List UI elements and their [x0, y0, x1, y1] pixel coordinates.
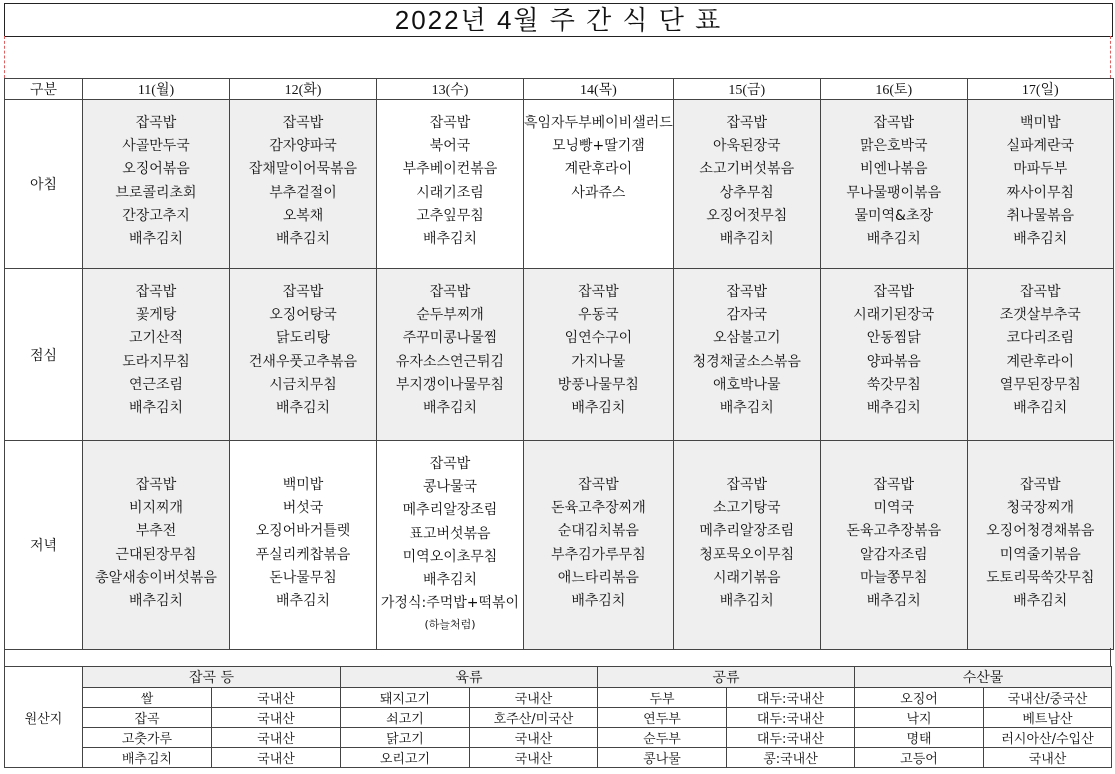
origin-country: 콩:국내산 — [727, 748, 855, 768]
menu-item: 배추김치 — [719, 399, 774, 416]
menu-item: 시래기된장국 — [853, 307, 935, 324]
menu-item: 배추김치 — [128, 399, 184, 416]
menu-item: 청국장찌개 — [1006, 500, 1075, 517]
menu-item: 실파계란국 — [1006, 138, 1075, 155]
menu-item: 애호박나물 — [712, 376, 781, 393]
menu-item: 잡곡밥 — [429, 115, 471, 131]
menu-cell — [377, 100, 524, 269]
menu-cell — [230, 269, 377, 441]
menu-item: 가지나물 — [571, 353, 626, 370]
menu-cell — [230, 441, 377, 650]
menu-cell — [673, 269, 820, 441]
menu-item: 오징어탕국 — [269, 307, 337, 324]
menu-item: 방풍나물무침 — [557, 376, 639, 393]
menu-item: (하늘처럼) — [424, 618, 476, 632]
menu-item: 잡곡밥 — [726, 477, 768, 493]
origin-item: 배추김치 — [83, 748, 212, 768]
menu-item: 배추김치 — [128, 230, 184, 247]
origin-label: 원산지 — [5, 667, 83, 768]
menu-cell — [83, 100, 230, 269]
menu-item: 오징어청경채볶음 — [986, 523, 1095, 540]
origin-country: 국내산 — [212, 728, 341, 748]
menu-item: 백미밥 — [1019, 115, 1061, 131]
meal-row — [5, 100, 1114, 269]
menu-item: 흑임자두부베이비샐러드 — [524, 115, 673, 131]
menu-cell — [820, 269, 967, 441]
menu-item: 잡곡밥 — [1019, 477, 1061, 493]
menu-item: 마파두부 — [1013, 161, 1068, 178]
origin-country: 국내산 — [212, 708, 341, 728]
origin-group-header: 공류 — [598, 667, 855, 688]
menu-item: 잡곡밥 — [1019, 284, 1061, 300]
day-header: 12(화) — [230, 79, 377, 100]
menu-item: 배추김치 — [275, 230, 331, 247]
menu-item: 부지갱이나물무침 — [395, 376, 505, 393]
day-header: 11(월) — [83, 79, 230, 100]
menu-item: 양파볶음 — [866, 353, 921, 370]
menu-item: 물미역&초장 — [854, 207, 934, 224]
menu-item: 배추김치 — [275, 399, 331, 416]
origin-item: 낙지 — [855, 708, 984, 728]
menu-item: 쑥갓무침 — [866, 376, 921, 393]
origin-group-row — [5, 667, 1112, 688]
menu-item: 도라지무침 — [122, 353, 190, 370]
day-header: 13(수) — [377, 79, 524, 100]
menu-item: 비지찌개 — [128, 500, 184, 517]
origin-country: 호주산/미국산 — [470, 708, 598, 728]
menu-item: 도토리묵쑥갓무침 — [986, 569, 1095, 586]
menu-item: 배추김치 — [866, 592, 921, 609]
menu-item: 부추베이컨볶음 — [402, 161, 498, 178]
menu-item: 콩나물국 — [422, 479, 478, 496]
meal-label: 아침 — [5, 100, 83, 269]
menu-item: 배추김치 — [1013, 399, 1068, 416]
menu-item: 오징어볶음 — [122, 161, 190, 178]
menu-cell — [83, 441, 230, 650]
menu-item: 부추김가루무침 — [551, 546, 646, 563]
menu-item: 우동국 — [578, 307, 619, 324]
origin-country: 대두:국내산 — [727, 728, 855, 748]
origin-item: 돼지고기 — [341, 688, 470, 708]
menu-item: 잡채말이어묵볶음 — [248, 161, 358, 178]
day-header-row — [5, 79, 1114, 100]
menu-item: 배추김치 — [128, 592, 184, 609]
day-header: 16(토) — [820, 79, 967, 100]
menu-cell — [673, 441, 820, 650]
menu-cell — [524, 269, 674, 441]
origin-country: 대두:국내산 — [727, 708, 855, 728]
menu-item: 돈육고추장찌개 — [551, 500, 646, 517]
origin-item: 고춧가루 — [83, 728, 212, 748]
menu-item: 애느타리볶음 — [557, 569, 639, 586]
meal-label: 점심 — [5, 269, 83, 441]
menu-item: 꽃게탕 — [135, 307, 177, 324]
origin-item: 연두부 — [598, 708, 727, 728]
origin-country: 베트남산 — [984, 708, 1112, 728]
meal-row — [5, 269, 1114, 441]
menu-cell — [83, 269, 230, 441]
menu-item: 근대된장무침 — [115, 546, 197, 563]
menu-item: 잡곡밥 — [429, 284, 471, 300]
menu-item: 사과쥬스 — [571, 184, 626, 201]
origin-item: 오징어 — [855, 688, 984, 708]
menu-item: 순두부찌개 — [416, 307, 484, 324]
menu-item: 건새우풋고추볶음 — [248, 353, 358, 370]
menu-item: 배추김치 — [571, 592, 626, 609]
origin-item: 닭고기 — [341, 728, 470, 748]
menu-item: 배추김치 — [719, 592, 774, 609]
meal-row — [5, 441, 1114, 650]
menu-cell — [967, 269, 1113, 441]
menu-item: 닭도리탕 — [275, 330, 331, 347]
origin-country: 국내산 — [470, 688, 598, 708]
menu-item: 잡곡밥 — [873, 477, 915, 493]
menu-item: 오삼불고기 — [712, 330, 781, 347]
menu-item: 계란후라이 — [1006, 353, 1075, 370]
origin-item: 두부 — [598, 688, 727, 708]
day-header: 15(금) — [673, 79, 820, 100]
menu-item: 잡곡밥 — [873, 115, 915, 131]
menu-item: 미역국 — [873, 500, 915, 517]
origin-country: 대두:국내산 — [727, 688, 855, 708]
menu-item: 코다리조림 — [1006, 330, 1075, 347]
origin-row — [5, 708, 1112, 728]
origin-country: 러시아산/수입산 — [984, 728, 1112, 748]
menu-item: 미역오이초무침 — [402, 548, 498, 565]
origin-item: 고등어 — [855, 748, 984, 768]
menu-cell — [820, 100, 967, 269]
menu-item: 부추겉절이 — [269, 184, 337, 201]
menu-item: 배추김치 — [275, 592, 331, 609]
menu-cell — [820, 441, 967, 650]
page-title: 2022년 4월 주 간 식 단 표 — [4, 3, 1113, 37]
day-header: 14(목) — [524, 79, 674, 100]
menu-item: 잡곡밥 — [578, 284, 619, 300]
menu-item: 모닝빵+딸기잼 — [551, 138, 645, 155]
origin-country: 국내산 — [212, 688, 341, 708]
menu-item: 연근조림 — [128, 376, 184, 393]
menu-item: 북어국 — [429, 138, 471, 155]
menu-item: 감자국 — [726, 307, 768, 324]
origin-country: 국내산/중국산 — [984, 688, 1112, 708]
menu-item: 배추김치 — [422, 399, 478, 416]
menu-cell — [524, 441, 674, 650]
day-header: 17(일) — [967, 79, 1113, 100]
origin-item: 쇠고기 — [341, 708, 470, 728]
menu-item: 열무된장무침 — [999, 376, 1081, 393]
menu-cell — [230, 100, 377, 269]
meal-label: 저녁 — [5, 441, 83, 650]
menu-cell — [524, 100, 674, 269]
menu-item: 돈나물무침 — [269, 569, 337, 586]
menu-item: 계란후라이 — [564, 161, 633, 178]
menu-item: 표고버섯볶음 — [409, 525, 491, 542]
menu-cell — [967, 441, 1113, 650]
origin-item: 잡곡 — [83, 708, 212, 728]
spacer-band — [4, 36, 1111, 78]
menu-item: 잡곡밥 — [135, 477, 177, 493]
menu-item: 메추리알장조림 — [402, 502, 498, 519]
menu-item: 잡곡밥 — [726, 115, 768, 131]
weekly-menu-table — [4, 78, 1114, 650]
menu-item: 브로콜리초회 — [115, 184, 197, 201]
menu-item: 미역줄기볶음 — [999, 546, 1081, 563]
menu-cell — [967, 100, 1113, 269]
origin-item: 콩나물 — [598, 748, 727, 768]
menu-item: 잡곡밥 — [282, 115, 324, 131]
origin-group-header: 수산물 — [855, 667, 1112, 688]
origin-row — [5, 688, 1112, 708]
menu-item: 고기산적 — [128, 330, 184, 347]
menu-item: 시금치무침 — [269, 376, 337, 393]
menu-item: 취나물볶음 — [1006, 207, 1075, 224]
menu-item: 시래기조림 — [416, 184, 484, 201]
menu-item: 유자소스연근튀김 — [395, 353, 505, 370]
menu-item: 고추잎무침 — [416, 207, 484, 224]
menu-item: 배추김치 — [1013, 230, 1068, 247]
menu-item: 버섯국 — [282, 500, 324, 517]
origin-row — [5, 748, 1112, 768]
menu-item: 오징어젓무침 — [706, 207, 788, 224]
origin-group-header: 잡곡 등 — [83, 667, 341, 688]
menu-item: 비엔나볶음 — [859, 161, 928, 178]
menu-item: 마늘쫑무침 — [859, 569, 928, 586]
menu-item: 배추김치 — [866, 230, 921, 247]
origin-table — [4, 666, 1112, 768]
menu-item: 배추김치 — [866, 399, 921, 416]
menu-item: 안동찜닭 — [866, 330, 921, 347]
corner-label: 구분 — [5, 79, 83, 100]
origin-country: 국내산 — [984, 748, 1112, 768]
menu-item: 돈육고추장볶음 — [846, 523, 942, 540]
menu-item: 총알새송이버섯볶음 — [95, 569, 217, 586]
menu-item: 아욱된장국 — [712, 138, 781, 155]
menu-cell — [377, 441, 524, 650]
menu-item: 조갯살부추국 — [999, 307, 1081, 324]
menu-item: 가정식:주먹밥+떡볶이 — [380, 595, 520, 612]
origin-row — [5, 728, 1112, 748]
menu-item: 청경채굴소스볶음 — [692, 353, 801, 370]
menu-item: 배추김치 — [422, 230, 478, 247]
menu-item: 배추김치 — [422, 571, 478, 588]
menu-item: 잡곡밥 — [135, 115, 177, 131]
origin-country: 국내산 — [470, 748, 598, 768]
menu-item: 무나물팽이볶음 — [846, 184, 942, 201]
menu-item: 맑은호박국 — [859, 138, 928, 155]
menu-item: 시래기볶음 — [712, 569, 781, 586]
menu-cell — [377, 269, 524, 441]
menu-item: 메추리알장조림 — [699, 523, 795, 540]
menu-item: 순대김치볶음 — [557, 523, 639, 540]
menu-item: 상추무침 — [719, 184, 774, 201]
menu-item: 배추김치 — [719, 230, 774, 247]
menu-item: 감자양파국 — [269, 138, 337, 155]
menu-item: 부추전 — [135, 523, 177, 540]
menu-item: 잡곡밥 — [429, 456, 471, 472]
menu-item: 잡곡밥 — [578, 477, 619, 493]
menu-item: 소고기탕국 — [712, 500, 781, 517]
menu-item: 백미밥 — [282, 477, 324, 493]
menu-item: 잡곡밥 — [873, 284, 915, 300]
menu-item: 잡곡밥 — [282, 284, 324, 300]
menu-item: 오징어바거틀렛 — [255, 523, 351, 540]
menu-item: 간장고추지 — [122, 207, 190, 224]
menu-item: 짜사이무침 — [1006, 184, 1075, 201]
menu-cell — [673, 100, 820, 269]
origin-group-header: 육류 — [341, 667, 598, 688]
menu-item: 임연수구이 — [564, 330, 633, 347]
spacer-band — [4, 648, 1111, 666]
menu-item: 주꾸미콩나물찜 — [402, 330, 498, 347]
menu-item: 푸실리케찹볶음 — [255, 546, 351, 563]
origin-item: 순두부 — [598, 728, 727, 748]
menu-item: 알감자조림 — [859, 546, 928, 563]
menu-item: 오복채 — [282, 207, 324, 224]
origin-item: 명태 — [855, 728, 984, 748]
menu-item: 청포묵오이무침 — [699, 546, 795, 563]
menu-item: 사골만두국 — [122, 138, 190, 155]
menu-item: 잡곡밥 — [726, 284, 768, 300]
menu-item: 소고기버섯볶음 — [699, 161, 795, 178]
menu-item: 잡곡밥 — [135, 284, 177, 300]
menu-item: 배추김치 — [1013, 592, 1068, 609]
origin-item: 오리고기 — [341, 748, 470, 768]
origin-country: 국내산 — [470, 728, 598, 748]
origin-item: 쌀 — [83, 688, 212, 708]
menu-item: 배추김치 — [571, 399, 626, 416]
origin-country: 국내산 — [212, 748, 341, 768]
